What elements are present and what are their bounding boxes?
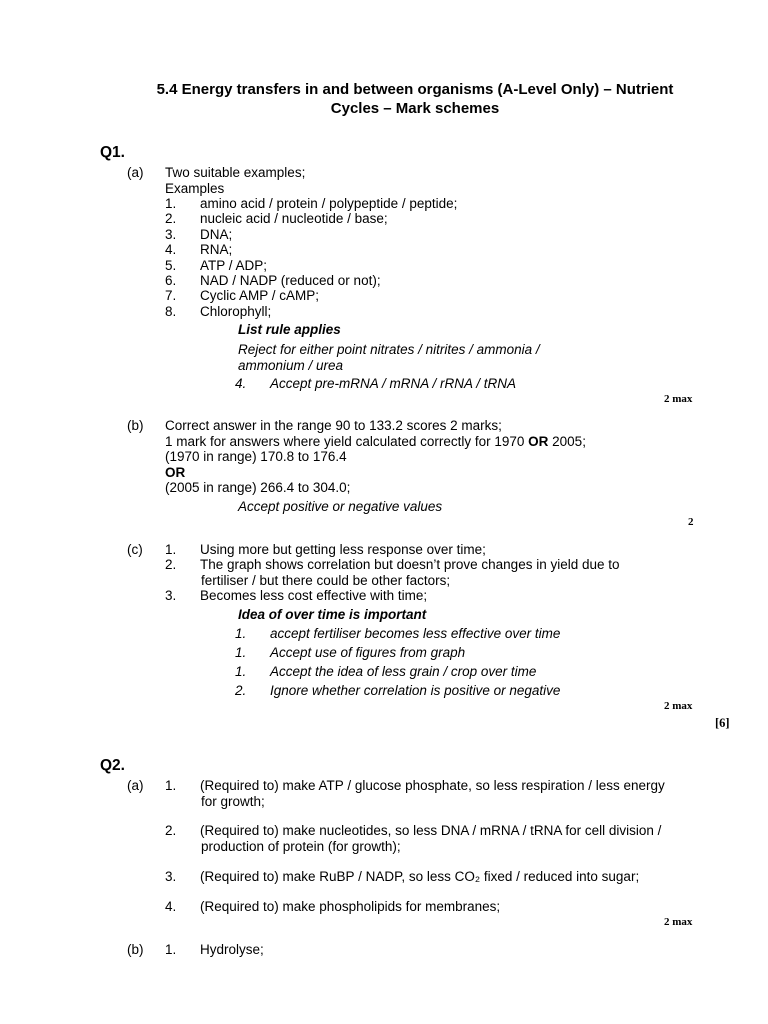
q1b-line: (2005 in range) 266.4 to 304.0;: [165, 480, 351, 495]
list-item-continuation: fertiliser / but there could be other factors;: [201, 573, 451, 588]
list-number: 3.: [165, 588, 177, 603]
guidance-note-number: 1.: [235, 645, 247, 660]
page-title-line-1: 5.4 Energy transfers in and between organisms (A-Level Only) – Nutrient: [156, 81, 674, 98]
question-1-heading: Q1.: [100, 144, 125, 161]
q1b-line2-text: 1 mark for answers where yield calculated correctly for 1970: [165, 434, 529, 449]
marks-allocation: 2 max: [664, 916, 693, 928]
question-2-heading: Q2.: [100, 757, 125, 774]
guidance-note: Accept use of figures from graph: [270, 645, 466, 660]
list-item: Hydrolyse;: [200, 942, 264, 957]
list-number: 3.: [165, 227, 177, 242]
list-item: Becomes less cost effective with time;: [200, 588, 428, 603]
list-item: The graph shows correlation but doesn’t prove changes in yield due to: [200, 557, 620, 572]
q1a-examples-heading: Examples: [165, 181, 225, 196]
list-number: 4.: [165, 242, 177, 257]
marks-allocation: 2: [688, 516, 694, 528]
list-item: (Required to) make nucleotides, so less DNA / mRNA / tRNA for cell division /: [200, 823, 662, 838]
list-item: (Required to) make phospholipids for membranes;: [200, 899, 501, 914]
q1b-line: (1970 in range) 170.8 to 176.4: [165, 449, 347, 464]
part-label-q1c: (c): [127, 542, 143, 557]
guidance-note: Accept pre-mRNA / mRNA / rRNA / tRNA: [270, 376, 517, 391]
guidance-note: Ignore whether correlation is positive or negative: [270, 683, 561, 698]
list-number: 1.: [165, 942, 177, 957]
list-item: Using more but getting less response over time;: [200, 542, 486, 557]
list-number: 2.: [165, 823, 177, 838]
list-number: 1.: [165, 196, 177, 211]
guidance-note-number: 1.: [235, 626, 247, 641]
list-item: DNA;: [200, 227, 233, 242]
list-item-continuation: production of protein (for growth);: [201, 839, 401, 854]
guidance-note-heading: Idea of over time is important: [238, 607, 427, 622]
list-number: 2.: [165, 557, 177, 572]
guidance-note-number: 1.: [235, 664, 247, 679]
q1b-line: [165, 434, 586, 450]
guidance-note: Accept positive or negative values: [238, 499, 443, 514]
list-number: 1.: [165, 778, 177, 793]
or-keyword: OR: [528, 434, 549, 449]
guidance-note-number: 2.: [235, 683, 247, 698]
list-item: amino acid / protein / polypeptide / peptide;: [200, 196, 458, 211]
q1a-intro: Two suitable examples;: [165, 165, 306, 180]
list-number: 7.: [165, 288, 177, 303]
list-number: 1.: [165, 542, 177, 557]
q1b-line: Correct answer in the range 90 to 133.2 scores 2 marks;: [165, 418, 502, 433]
guidance-note: Reject for either point nitrates / nitrites / ammonia /: [238, 342, 540, 357]
list-item: Cyclic AMP / cAMP;: [200, 288, 320, 303]
list-item: nucleic acid / nucleotide / base;: [200, 211, 388, 226]
list-item: RNA;: [200, 242, 233, 257]
guidance-note-heading: List rule applies: [238, 322, 341, 337]
marks-allocation: 2 max: [664, 700, 693, 712]
list-number: 2.: [165, 211, 177, 226]
list-item: ATP / ADP;: [200, 258, 268, 273]
list-item: (Required to) make ATP / glucose phosphate, so less respiration / less energy: [200, 778, 665, 793]
q1b-line2-end: 2005;: [548, 434, 586, 449]
list-item-continuation: for growth;: [201, 794, 265, 809]
guidance-note: accept fertiliser becomes less effective over time: [270, 626, 561, 641]
part-label-q1b: (b): [127, 418, 144, 433]
list-item: NAD / NADP (reduced or not);: [200, 273, 381, 288]
page-title-line-2: Cycles – Mark schemes: [330, 100, 500, 117]
list-number: 8.: [165, 304, 177, 319]
part-label-q1a: (a): [127, 165, 144, 180]
question-total-marks: [6]: [715, 716, 730, 730]
list-number: 3.: [165, 869, 177, 884]
or-keyword: OR: [165, 465, 186, 480]
list-item: (Required to) make RuBP / NADP, so less CO₂ fixed / reduced into sugar;: [200, 869, 640, 884]
list-number: 6.: [165, 273, 177, 288]
part-label-q2a: (a): [127, 778, 144, 793]
list-number: 5.: [165, 258, 177, 273]
marks-allocation: 2 max: [664, 393, 693, 405]
guidance-note: ammonium / urea: [238, 358, 344, 373]
part-label-q2b: (b): [127, 942, 144, 957]
list-item: Chlorophyll;: [200, 304, 272, 319]
list-number: 4.: [165, 899, 177, 914]
guidance-note: Accept the idea of less grain / crop over time: [270, 664, 537, 679]
guidance-note-number: 4.: [235, 376, 247, 391]
